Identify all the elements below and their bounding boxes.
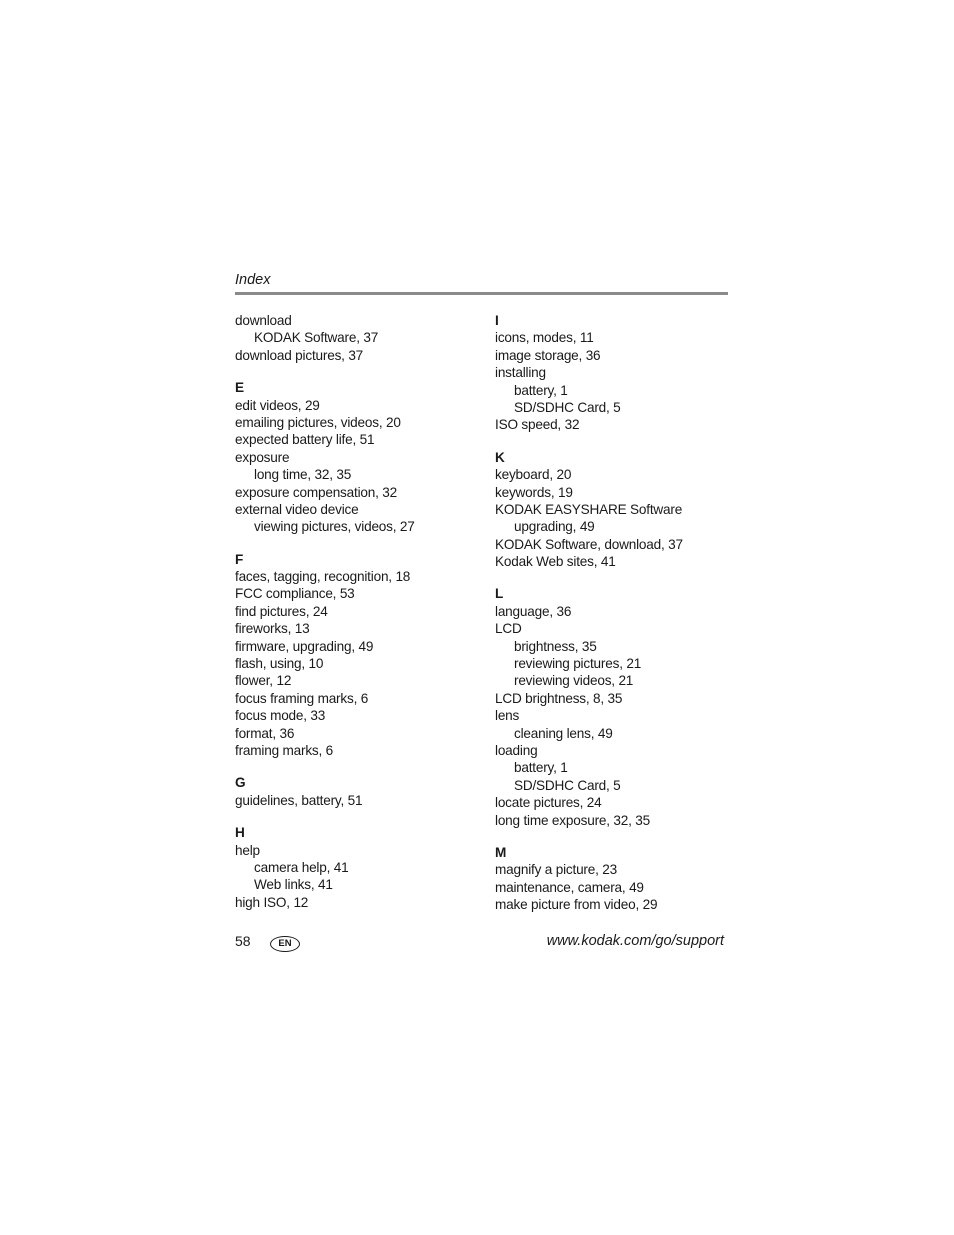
index-entry: guidelines, battery, 51 — [235, 792, 363, 808]
index-entry: LCD — [495, 621, 522, 637]
index-entry: focus framing marks, 6 — [235, 690, 369, 706]
language-badge: EN — [270, 936, 300, 952]
index-entry: KODAK Software, download, 37 — [495, 536, 683, 552]
index-entry: ISO speed, 32 — [495, 417, 580, 433]
index-entry: faces, tagging, recognition, 18 — [235, 569, 411, 585]
index-letter-heading: E — [235, 380, 244, 396]
index-letter-heading: L — [495, 586, 504, 602]
index-entry: edit videos, 29 — [235, 397, 320, 413]
index-entry: exposure — [235, 449, 290, 465]
index-letter-heading: K — [495, 449, 505, 465]
index-entry: focus mode, 33 — [235, 708, 326, 724]
index-entry: magnify a picture, 23 — [495, 862, 617, 878]
index-entry: icons, modes, 11 — [495, 330, 594, 346]
index-letter-heading: I — [495, 313, 499, 328]
index-subentry: Web links, 41 — [254, 877, 333, 893]
index-entry: fireworks, 13 — [235, 621, 310, 637]
index-column-left — [235, 312, 475, 911]
index-subentry: SD/SDHC Card, 5 — [514, 777, 621, 793]
index-subentry: camera help, 41 — [254, 859, 349, 875]
index-entry: make picture from video, 29 — [495, 897, 658, 913]
index-entry: flower, 12 — [235, 673, 292, 689]
index-subentry: long time, 32, 35 — [254, 467, 352, 483]
index-entry: locate pictures, 24 — [495, 795, 602, 811]
index-subentry: reviewing videos, 21 — [514, 673, 634, 689]
index-entry: Kodak Web sites, 41 — [495, 554, 616, 570]
index-entry: long time exposure, 32, 35 — [495, 812, 651, 828]
index-entry: LCD brightness, 8, 35 — [495, 690, 623, 706]
index-entry: image storage, 36 — [495, 347, 601, 363]
page-number: 58 — [235, 933, 251, 949]
index-entry: exposure compensation, 32 — [235, 484, 398, 500]
index-entry: lens — [495, 708, 520, 724]
index-entry: emailing pictures, videos, 20 — [235, 414, 401, 430]
index-entry: KODAK EASYSHARE Software — [495, 501, 683, 517]
index-entry: language, 36 — [495, 603, 572, 619]
index-entry: high ISO, 12 — [235, 894, 309, 910]
support-url[interactable]: www.kodak.com/go/support — [546, 933, 724, 949]
running-head-title: Index — [235, 272, 271, 288]
index-entry: external video device — [235, 501, 359, 517]
index-subentry: cleaning lens, 49 — [514, 725, 613, 741]
index-subentry: brightness, 35 — [514, 638, 597, 654]
index-subentry: viewing pictures, videos, 27 — [254, 519, 415, 535]
index-letter-heading: M — [495, 844, 507, 860]
index-entry: download pictures, 37 — [235, 347, 364, 363]
index-entry: download — [235, 313, 292, 328]
index-subentry: reviewing pictures, 21 — [514, 656, 642, 672]
index-entry: expected battery life, 51 — [235, 432, 375, 448]
index-entry: find pictures, 24 — [235, 603, 328, 619]
index-entry: maintenance, camera, 49 — [495, 879, 644, 895]
index-entry: format, 36 — [235, 725, 295, 741]
index-subentry: battery, 1 — [514, 760, 568, 776]
index-entry: keyboard, 20 — [495, 467, 572, 483]
index-subentry: upgrading, 49 — [514, 519, 595, 535]
index-subentry: battery, 1 — [514, 382, 568, 398]
index-subentry: SD/SDHC Card, 5 — [514, 399, 621, 415]
index-letter-heading: F — [235, 551, 244, 567]
header-rule — [235, 292, 728, 295]
index-letter-heading: G — [235, 775, 246, 791]
index-entry: firmware, upgrading, 49 — [235, 638, 374, 654]
index-entry: keywords, 19 — [495, 484, 573, 500]
index-entry: installing — [495, 365, 546, 381]
index-entry: flash, using, 10 — [235, 656, 324, 672]
index-entry: framing marks, 6 — [235, 742, 334, 758]
index-entry: help — [235, 842, 260, 858]
index-subentry: KODAK Software, 37 — [254, 330, 379, 346]
index-entry: loading — [495, 742, 538, 758]
index-column-right — [495, 312, 735, 914]
index-letter-heading: H — [235, 825, 245, 841]
index-entry: FCC compliance, 53 — [235, 586, 355, 602]
